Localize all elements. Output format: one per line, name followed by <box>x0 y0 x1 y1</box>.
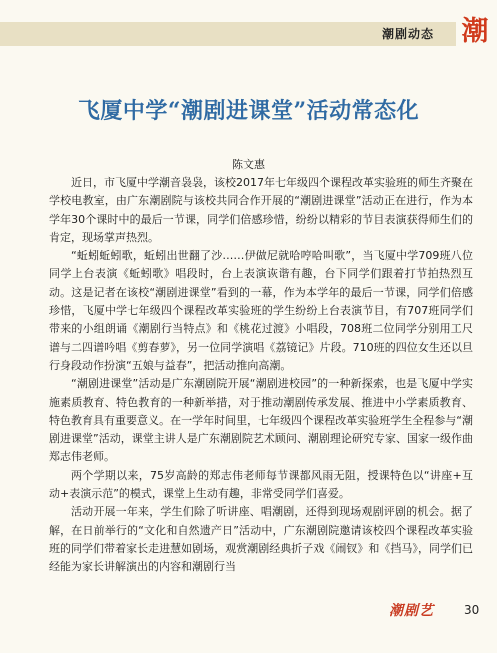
page-header <box>0 0 497 52</box>
magazine-logo: 潮剧艺 <box>389 603 434 619</box>
article-title: 飞厦中学“潮剧进课堂”活动常态化 <box>77 98 420 124</box>
article-paragraph: 两个学期以来，75岁高龄的郑志伟老师每节课都风雨无阻，授课特色以“讲座+互动+表演示范”的模式，课堂上生动有趣，非常受同学们喜爱。 <box>49 468 473 501</box>
section-label: 潮剧动态 <box>382 27 435 41</box>
section-glyph-logo: 潮 <box>461 16 489 47</box>
article-paragraph: 活动开展一年来，学生们除了听讲座、唱潮剧，还得到现场观剧评剧的机会。据了解，在日前举行的“文化和自然遗产日”活动中，广东潮剧院邀请该校四个课程改革实验班的同学们带着家长走进慧如剧场，观赏潮剧经典折子戏《闹钗》和《挡马》，同学们已经能为家长讲解演出的内容和潮剧行当 <box>49 505 473 574</box>
article-author: 陈文惠 <box>232 158 265 171</box>
article-paragraph: “蚯蚓蚯蚓歌，蚯蚓出世翻了沙……伊做尼就哈哼哈叫歌”，当飞厦中学709班八位同学上台表演《蚯蚓歌》唱段时，台上表演诙谐有趣，台下同学们跟着打节拍热烈互动。这是记者在该校“潮剧进课堂”看到的一幕，作为本学年的最后一节课，同学们倍感珍惜，飞厦中学七年级四个课程改革实验班的学生纷纷上台表演节目，有707班同学们带来的小组朗诵《潮剧行当特点》和《桃花过渡》小唱段，708班二位同学分别用工尺谱与二四谱吟唱《剪春萝》，另一位同学演唱《荔镜记》片段。710班的四位女生还以旦行身段动作扮演“五娘与益春”，把活动推向高潮。 <box>49 249 473 372</box>
article-paragraph: 近日，市飞厦中学潮音袅袅，该校2017年七年级四个课程改革实验班的师生齐聚在学校电教室，由广东潮剧院与该校共同合作开展的“潮剧进课堂”活动正在进行，作为本学年30个课时中的最后一节课，同学们倍感珍惜，纷纷以精彩的节目表演获得师生们的肯定，现场掌声热烈。 <box>49 176 473 244</box>
article-body <box>49 174 473 577</box>
page-number: 30 <box>464 603 480 617</box>
article-paragraph: “潮剧进课堂”活动是广东潮剧院开展“潮剧进校园”的一种新探索，也是飞厦中学实施素质教育、特色教育的一种新举措，对于推动潮剧传承发展、推进中小学素质教育、特色教育具有重要意义。在一学年时间里，七年级四个课程改革实验班学生全程参与“潮剧进课堂”活动，课堂主讲人是广东潮剧院艺术顾问、潮剧理论研究专家、国家一级作曲郑志伟老师。 <box>49 377 473 464</box>
